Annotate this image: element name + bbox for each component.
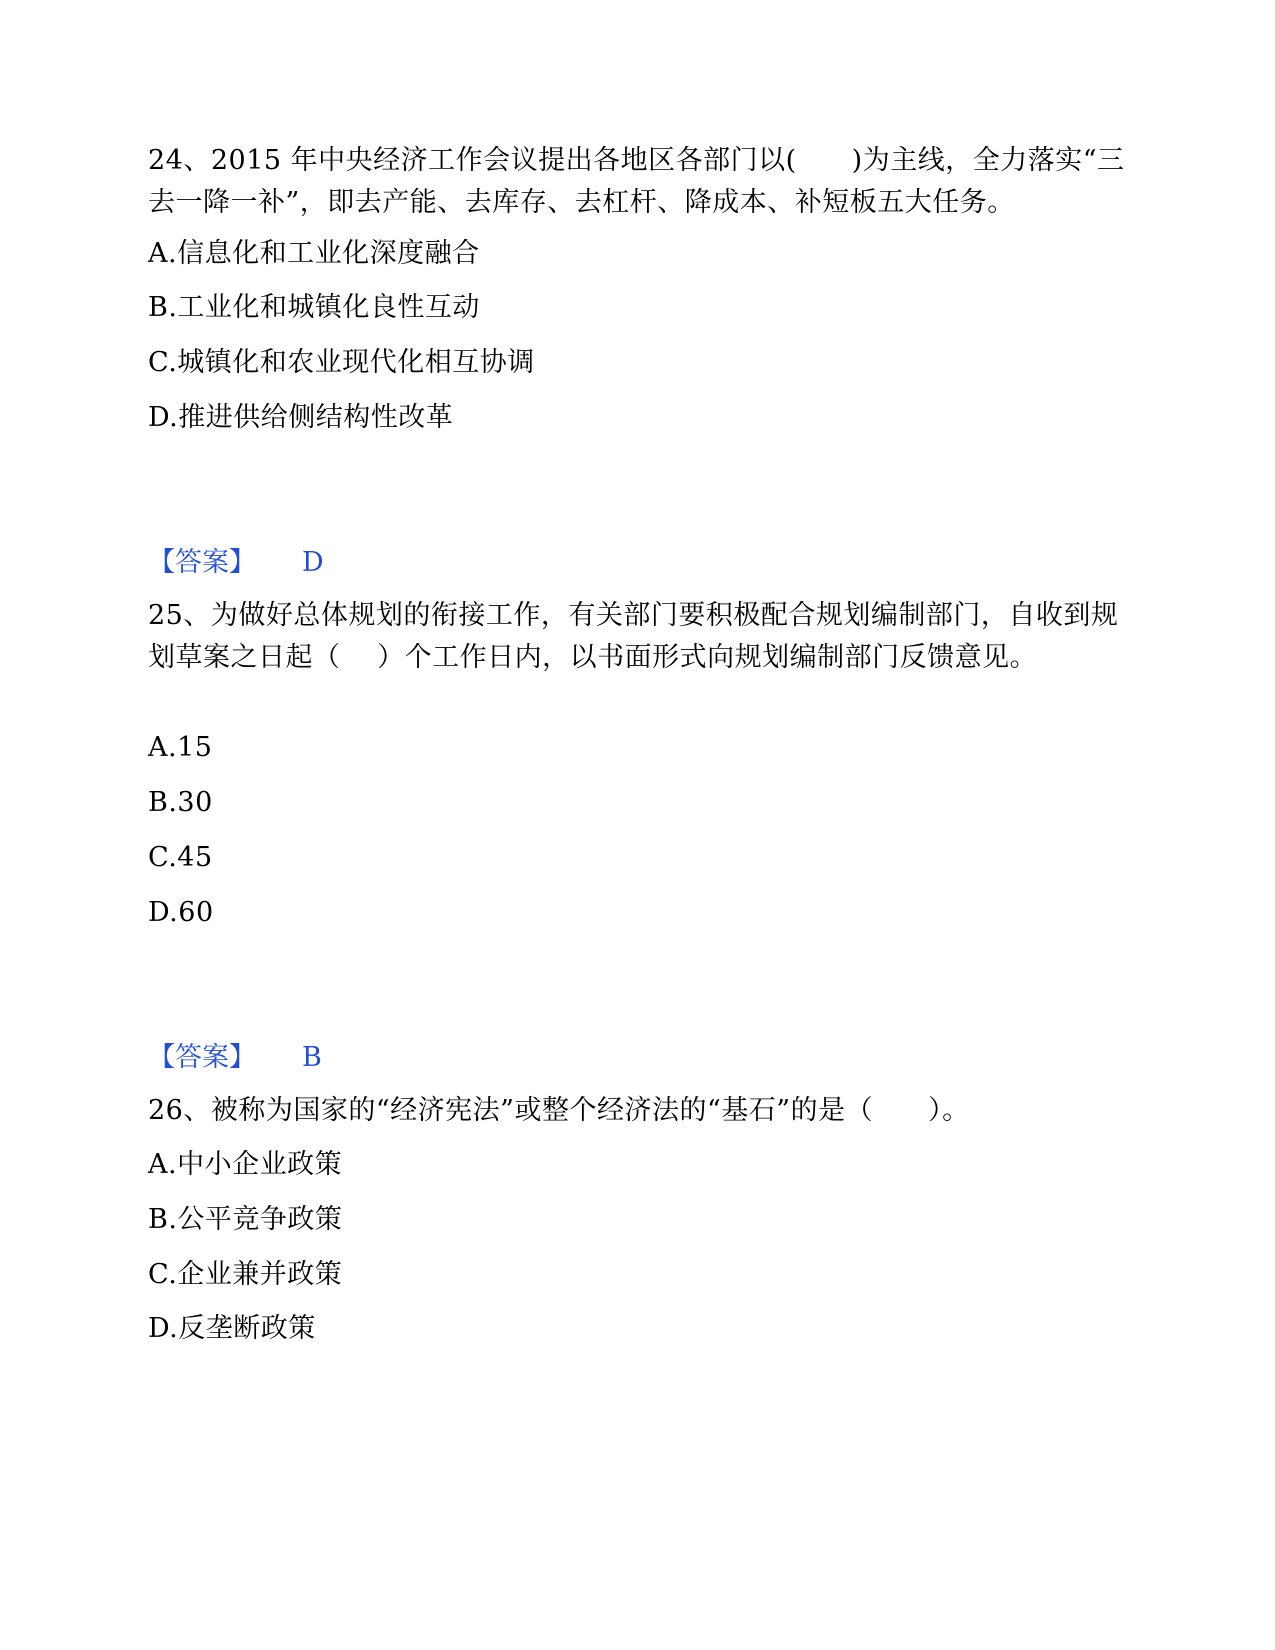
question-26-option-a: A.中小企业政策 xyxy=(148,1149,343,1180)
question-24-option-b: B.工业化和城镇化良性互动 xyxy=(148,292,480,323)
answer-label: 【答案】 xyxy=(148,547,256,578)
question-24-answer xyxy=(148,545,324,581)
question-26-option-c: C.企业兼并政策 xyxy=(148,1259,343,1290)
question-24-option-d: D.推进供给侧结构性改革 xyxy=(148,402,454,433)
answer-value: D xyxy=(302,547,324,578)
answer-value: B xyxy=(302,1042,322,1073)
question-25-option-b: B.30 xyxy=(148,787,213,818)
question-24-option-c: C.城镇化和农业现代化相互协调 xyxy=(148,347,535,378)
exam-page xyxy=(148,0,1138,1650)
question-24-stem: 24、2015 年中央经济工作会议提出各地区各部门以( )为主线，全力落实“三去一降一补”，即去产能、去库存、去杠杆、降成本、补短板五大任务。 xyxy=(148,145,1125,218)
question-25-answer xyxy=(148,1040,322,1076)
question-24-option-a: A.信息化和工业化深度融合 xyxy=(148,238,480,269)
question-25-stem: 25、为做好总体规划的衔接工作，有关部门要积极配合规划编制部门，自收到规划草案之日起（ ）个工作日内，以书面形式向规划编制部门反馈意见。 xyxy=(148,600,1119,673)
question-25-option-c: C.45 xyxy=(148,842,213,873)
question-26-option-d: D.反垄断政策 xyxy=(148,1313,316,1344)
question-25-option-d: D.60 xyxy=(148,897,214,928)
answer-label: 【答案】 xyxy=(148,1042,256,1073)
question-26-option-b: B.公平竞争政策 xyxy=(148,1204,343,1235)
question-25-option-a: A.15 xyxy=(148,732,213,763)
question-26-stem: 26、被称为国家的“经济宪法”或整个经济法的“基石”的是（ ）。 xyxy=(148,1095,970,1126)
